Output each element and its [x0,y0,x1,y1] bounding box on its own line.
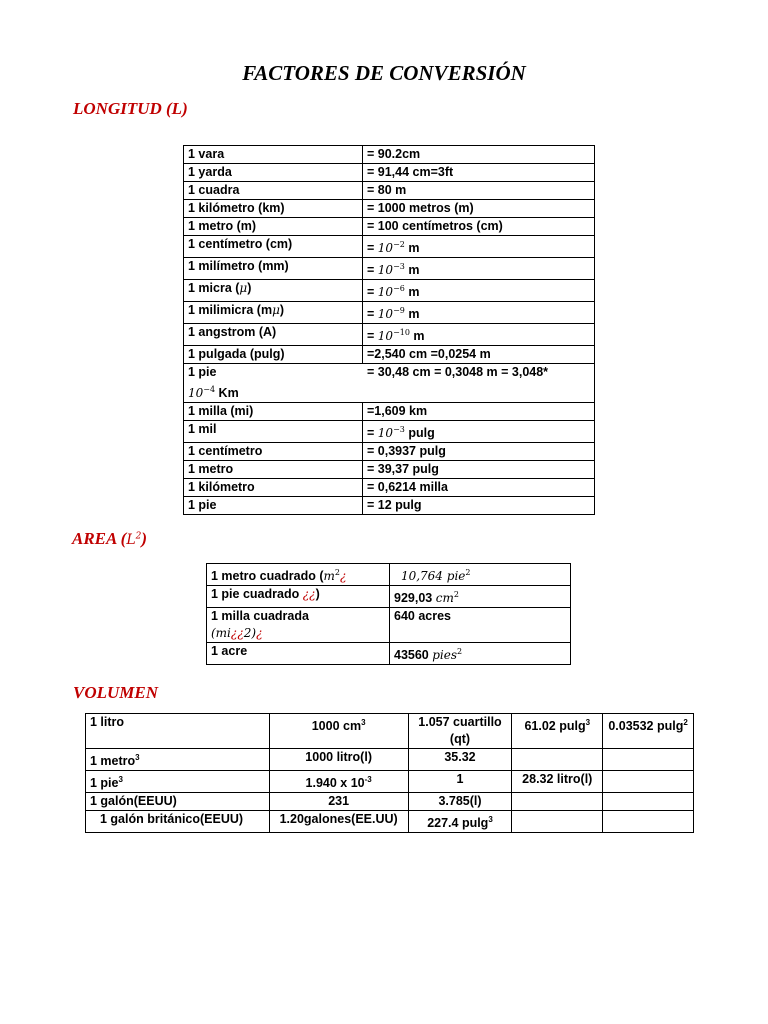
equivalence-continuation: $10^{-4}$ Km [188,385,239,400]
value-cell: 1000 litro(l) [269,749,408,771]
table-row [86,771,694,793]
value-cell [603,793,694,811]
unit-cell: 1 metro [184,461,363,479]
equivalence-cell: = 90.2cm [363,146,595,164]
equivalence-cell: =1,609 km [363,403,595,421]
equivalence-cell: = 100 centímetros (cm) [363,218,595,236]
unit-cell: 1 micra (μ) [184,280,363,302]
equivalence-cell: = 39,37 pulg [363,461,595,479]
value-cell [603,811,694,833]
unit-cell: 1 pie cuadrado ¿¿) [207,586,390,608]
math-expression: $10^{-10}$ [377,328,410,343]
unit-cell: 1 angstrom (A) [184,324,363,346]
equivalence-cell: = 91,44 cm=3ft [363,164,595,182]
unit-cell: 1 mil [184,421,363,443]
equivalence-cell: = 80 m [363,182,595,200]
unit-cell: 1 milimicra (mμ) [184,302,363,324]
table-row [184,236,595,258]
table-row [86,749,694,771]
value-cell [512,811,603,833]
unit-cell: 1 pie [188,365,217,379]
table-row [207,564,571,586]
equivalence-cell: = $10^{-6}$ m [363,280,595,302]
equivalence-cell: = $10^{-10}$ m [363,324,595,346]
math-expression: $10^{-9}$ [377,306,405,321]
unit-cell: 1 metro cuadrado ($m^2¿$ [207,564,390,586]
equivalence-cell: = 0,3937 pulg [363,443,595,461]
table-row [184,443,595,461]
math-expression: $10^{-6}$ [377,284,405,299]
equivalence-cell: =2,540 cm =0,0254 m [363,346,595,364]
unit-cell: 1 litro [86,714,270,749]
value-cell [603,771,694,793]
value-cell: 227.4 pulg$^3$ [408,811,512,833]
equivalence-cell: = $10^{-3}$ m [363,258,595,280]
table-row [184,346,595,364]
math-expression: $10^{-3}$ [377,262,405,277]
area-heading: AREA $(L^2)$ [72,529,148,548]
unit-cell: 1 cuadra [184,182,363,200]
table-row [184,324,595,346]
value-cell: 231 [269,793,408,811]
table-row [184,497,595,515]
unit-cell: 1 pie [184,497,363,515]
unit-cell: 1 acre [207,643,390,665]
equivalence-cell: = $10^{-2}$ m [363,236,595,258]
table-row [184,146,595,164]
table-row [184,280,595,302]
value-cell: 1.940 x $10^{-3}$ [269,771,408,793]
volumen-table [85,713,694,833]
table-row [184,182,595,200]
table-row [184,258,595,280]
unit-cell: 1 centímetro (cm) [184,236,363,258]
equivalence-cell: 929,03 $cm^2$ [390,586,571,608]
value-cell: 0.03532 pulg$^2$ [603,714,694,749]
table-row [184,479,595,497]
value-cell: 28.32 litro(l) [512,771,603,793]
unit-cell: 1 vara [184,146,363,164]
table-row [207,586,571,608]
equivalence-cell: = 12 pulg [363,497,595,515]
equivalence-cell: = 0,6214 milla [363,479,595,497]
pie-row-cell [184,364,595,403]
table-row [184,302,595,324]
unit-cell: 1 pulgada (pulg) [184,346,363,364]
unit-cell: 1 metro$^3$ [86,749,270,771]
value-cell: 35.32 [408,749,512,771]
value-cell: 1.20galones(EE.UU) [269,811,408,833]
table-row [184,461,595,479]
unit-cell: 1 milla cuadrada (mi¿¿2)¿ [207,608,390,643]
equivalence-cell: = 30,48 cm = 0,3048 m = 3,048* [367,365,549,379]
table-row [184,364,595,403]
unit-cell: 1 metro (m) [184,218,363,236]
equivalence-cell: = $10^{-9}$ m [363,302,595,324]
unit-cell: 1 centímetro [184,443,363,461]
math-expression: $10^{-2}$ [377,240,405,255]
table-row [184,164,595,182]
table-row [207,608,571,643]
table-row [184,200,595,218]
longitud-table [183,145,595,515]
volumen-heading: VOLUMEN [73,683,159,702]
unit-cell: 1 galón británico(EEUU) [86,811,270,833]
equivalence-cell: 43560 pies$^2$ [390,643,571,665]
value-cell [512,793,603,811]
unit-cell: 1 galón(EEUU) [86,793,270,811]
table-row [86,714,694,749]
unit-cell: 1 milla (mi) [184,403,363,421]
unit-cell: 1 pie$^3$ [86,771,270,793]
equivalence-cell: = 1000 metros (m) [363,200,595,218]
unit-cell: 1 kilómetro [184,479,363,497]
equivalence-cell: = $10^{-3}$ pulg [363,421,595,443]
math-expression: $10^{-3}$ [377,425,405,440]
area-table [206,563,571,665]
unit-cell: 1 yarda [184,164,363,182]
table-row [184,421,595,443]
table-row [207,643,571,665]
unit-cell: 1 milímetro (mm) [184,258,363,280]
table-row [184,218,595,236]
value-cell: 1000 $cm^3$ [269,714,408,749]
value-cell [603,749,694,771]
value-cell: 1.057 cuartillo (qt) [408,714,512,749]
equivalence-cell: 640 acres [390,608,571,643]
page-title: FACTORES DE CONVERSIÓN [242,61,526,85]
value-cell: 61.02 pulg$^3$ [512,714,603,749]
value-cell: 3.785(l) [408,793,512,811]
table-row [86,811,694,833]
table-row [184,403,595,421]
value-cell: 1 [408,771,512,793]
longitud-heading: LONGITUD (L) [73,99,188,118]
equivalence-cell: 10,764 pie$^2$ [390,564,571,586]
unit-cell: 1 kilómetro (km) [184,200,363,218]
table-row [86,793,694,811]
value-cell [512,749,603,771]
